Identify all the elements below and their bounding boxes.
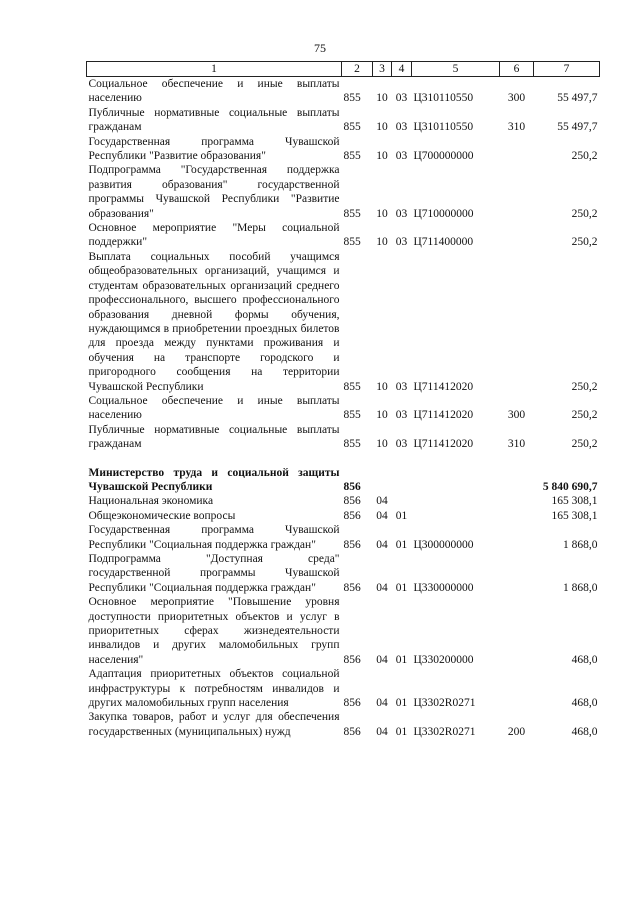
ministry-code: 855: [343, 438, 361, 451]
table-row: [87, 135, 600, 164]
table-row: [87, 710, 600, 739]
column-number: 6: [500, 62, 534, 77]
column-number: 5: [412, 62, 500, 77]
subsection-code: 03: [395, 150, 408, 163]
row-name: Подпрограмма "Государственная поддержка развития образования" государственной программы Чувашской Республики "Развитие образования": [88, 164, 340, 220]
section-code: 10: [376, 236, 388, 249]
table-row: [87, 466, 600, 495]
subsection-code: 01: [395, 697, 408, 710]
section-code: 04: [376, 697, 388, 710]
subsection-code: 01: [395, 509, 408, 522]
table-row: [87, 423, 600, 452]
row-name: Основное мероприятие "Повышение уровня доступности приоритетных объектов и услуг в приоритетных сферах жизнедеятельности инвалидов и других маломобильных групп населения": [88, 596, 340, 666]
row-name: Выплата социальных пособий учащимся общеобразовательных организаций, учащимся и студентам образовательных организаций среднего профессионального, высшего профессионального образования дневной формы обучения, нуждающимся в приобретении проездных билетов для проезда между пунктами проживания и обучения на транспорте городского и пригородного сообщения на территории Чувашской Республики: [88, 250, 340, 393]
amount: 468,0: [571, 653, 598, 666]
expense-type-code: [500, 667, 534, 710]
target-article-code: Ц310110550: [413, 92, 474, 105]
ministry-code: 856: [343, 653, 361, 666]
expense-type-code: [500, 221, 534, 250]
subsection-code: 01: [395, 653, 408, 666]
expense-type-code: [500, 250, 534, 394]
subsection-code: 03: [395, 409, 408, 422]
table-row: [87, 552, 600, 595]
ministry-code: 856: [343, 725, 361, 738]
target-article-code: Ц711412020: [413, 409, 474, 422]
ministry-code: 855: [343, 409, 361, 422]
column-number: 3: [373, 62, 392, 77]
section-code: 04: [376, 581, 388, 594]
spacer-row: [87, 452, 600, 466]
row-name: Национальная экономика: [88, 495, 214, 508]
section-code: 10: [376, 207, 388, 220]
table-row: [87, 523, 600, 552]
amount: 250,2: [571, 409, 598, 422]
expense-type-code: 310: [507, 121, 526, 134]
table-row: [87, 667, 600, 710]
amount: 55 497,7: [557, 92, 598, 105]
target-article-code: Ц700000000: [413, 150, 474, 163]
table-row: [87, 494, 600, 508]
target-article-code: Ц330200000: [413, 653, 474, 666]
column-number: 2: [342, 62, 373, 77]
amount: 468,0: [571, 725, 598, 738]
column-number: 7: [534, 62, 600, 77]
expense-type-code: 300: [507, 409, 526, 422]
amount: 250,2: [571, 207, 598, 220]
row-name: Основное мероприятие "Меры социальной поддержки": [88, 222, 340, 249]
ministry-code: 856: [343, 495, 361, 508]
target-article-code: [412, 494, 500, 508]
section-code: 10: [376, 380, 388, 393]
subsection-code: 01: [395, 725, 408, 738]
budget-table: [86, 61, 600, 739]
subsection-code: 03: [395, 380, 408, 393]
expense-type-code: [500, 163, 534, 221]
expense-type-code: [500, 135, 534, 164]
table-body: [87, 77, 600, 740]
expense-type-code: [500, 509, 534, 523]
amount: 55 497,7: [557, 121, 598, 134]
expense-type-code: [500, 595, 534, 667]
row-name: Подпрограмма "Доступная среда" государственной программы Чувашской Республики "Социальная поддержка граждан": [88, 553, 340, 594]
table-header: [87, 62, 600, 77]
row-name: Адаптация приоритетных объектов социальной инфраструктуры к потребностям инвалидов и других маломобильных групп населения: [88, 668, 340, 710]
column-number: 1: [87, 62, 342, 77]
target-article-code: Ц711400000: [413, 236, 474, 249]
row-name: Публичные нормативные социальные выплаты гражданам: [88, 106, 340, 134]
ministry-code: 856: [343, 509, 361, 522]
target-article-code: Ц3302R0271: [413, 697, 476, 710]
subsection-code: 01: [395, 581, 408, 594]
row-name: Государственная программа Чувашской Республики "Развитие образования": [88, 135, 340, 163]
target-article-code: [412, 452, 500, 466]
row-name: Общеэкономические вопросы: [88, 509, 236, 522]
target-article-code: Ц710000000: [413, 207, 474, 220]
target-article-code: Ц310110550: [413, 121, 474, 134]
table-row: [87, 509, 600, 523]
target-article-code: Ц711412020: [413, 380, 474, 393]
section-code: 04: [376, 538, 388, 551]
target-article-code: Ц330000000: [413, 581, 474, 594]
section-code: 10: [376, 409, 388, 422]
amount: 250,2: [571, 438, 598, 451]
expense-type-code: 200: [507, 725, 526, 738]
ministry-code: [342, 452, 373, 466]
subsection-code: 03: [395, 92, 408, 105]
amount: 5 840 690,7: [542, 480, 598, 493]
ministry-code: 855: [343, 236, 361, 249]
amount: 468,0: [571, 697, 598, 710]
page-number: 75: [314, 41, 326, 55]
column-number: 4: [392, 62, 412, 77]
ministry-code: 856: [343, 697, 361, 710]
section-code: 10: [376, 121, 388, 134]
table-row: [87, 106, 600, 135]
table-row: [87, 77, 600, 106]
ministry-code: 856: [343, 538, 361, 551]
target-article-code: Ц711412020: [413, 438, 474, 451]
amount: 165 308,1: [551, 509, 598, 522]
subsection-code: 03: [395, 207, 408, 220]
table-row: [87, 394, 600, 423]
amount: 1 868,0: [563, 538, 598, 551]
expense-type-code: [500, 466, 534, 495]
ministry-code: 855: [343, 121, 361, 134]
ministry-code: 855: [343, 150, 361, 163]
ministry-code: 855: [343, 380, 361, 393]
section-code: 04: [376, 509, 388, 522]
section-code: 04: [376, 725, 388, 738]
section-code: 10: [376, 150, 388, 163]
amount: 1 868,0: [563, 581, 598, 594]
subsection-code: 03: [395, 236, 408, 249]
column-number-row: [87, 62, 600, 77]
ministry-code: 855: [343, 207, 361, 220]
ministry-code: 855: [343, 92, 361, 105]
section-code: [373, 452, 392, 466]
section-code: 04: [376, 653, 388, 666]
expense-type-code: 310: [507, 438, 526, 451]
subsection-code: 03: [395, 121, 408, 134]
row-name: Социальное обеспечение и иные выплаты населению: [88, 78, 340, 105]
ministry-code: 856: [343, 480, 361, 493]
amount: 250,2: [571, 380, 598, 393]
section-code: 10: [376, 438, 388, 451]
amount: 165 308,1: [551, 495, 598, 508]
amount: 250,2: [571, 236, 598, 249]
table-row: [87, 250, 600, 394]
section-code: 10: [376, 92, 388, 105]
subsection-code: 03: [395, 438, 408, 451]
target-article-code: [412, 509, 500, 523]
subsection-code: [392, 466, 412, 495]
subsection-code: [392, 494, 412, 508]
expense-type-code: [500, 552, 534, 595]
table-row: [87, 595, 600, 667]
expense-type-code: [500, 523, 534, 552]
section-code: [373, 466, 392, 495]
target-article-code: [412, 466, 500, 495]
row-name: [87, 452, 342, 466]
amount: [534, 452, 600, 466]
target-article-code: Ц300000000: [413, 538, 474, 551]
row-name: Министерство труда и социальной защиты Чувашской Республики: [88, 466, 340, 493]
target-article-code: Ц3302R0271: [413, 725, 476, 738]
expense-type-code: [500, 494, 534, 508]
ministry-code: 856: [343, 581, 361, 594]
row-name: Социальное обеспечение и иные выплаты населению: [88, 394, 340, 422]
table-row: [87, 163, 600, 221]
table-row: [87, 221, 600, 250]
expense-type-code: [500, 452, 534, 466]
row-name: Закупка товаров, работ и услуг для обеспечения государственных (муниципальных) нужд: [88, 711, 340, 738]
expense-type-code: 300: [507, 92, 526, 105]
row-name: Публичные нормативные социальные выплаты гражданам: [88, 423, 340, 451]
subsection-code: 01: [395, 538, 408, 551]
row-name: Государственная программа Чувашской Республики "Социальная поддержка граждан": [88, 524, 340, 551]
subsection-code: [392, 452, 412, 466]
amount: 250,2: [571, 150, 598, 163]
section-code: 04: [376, 495, 388, 508]
